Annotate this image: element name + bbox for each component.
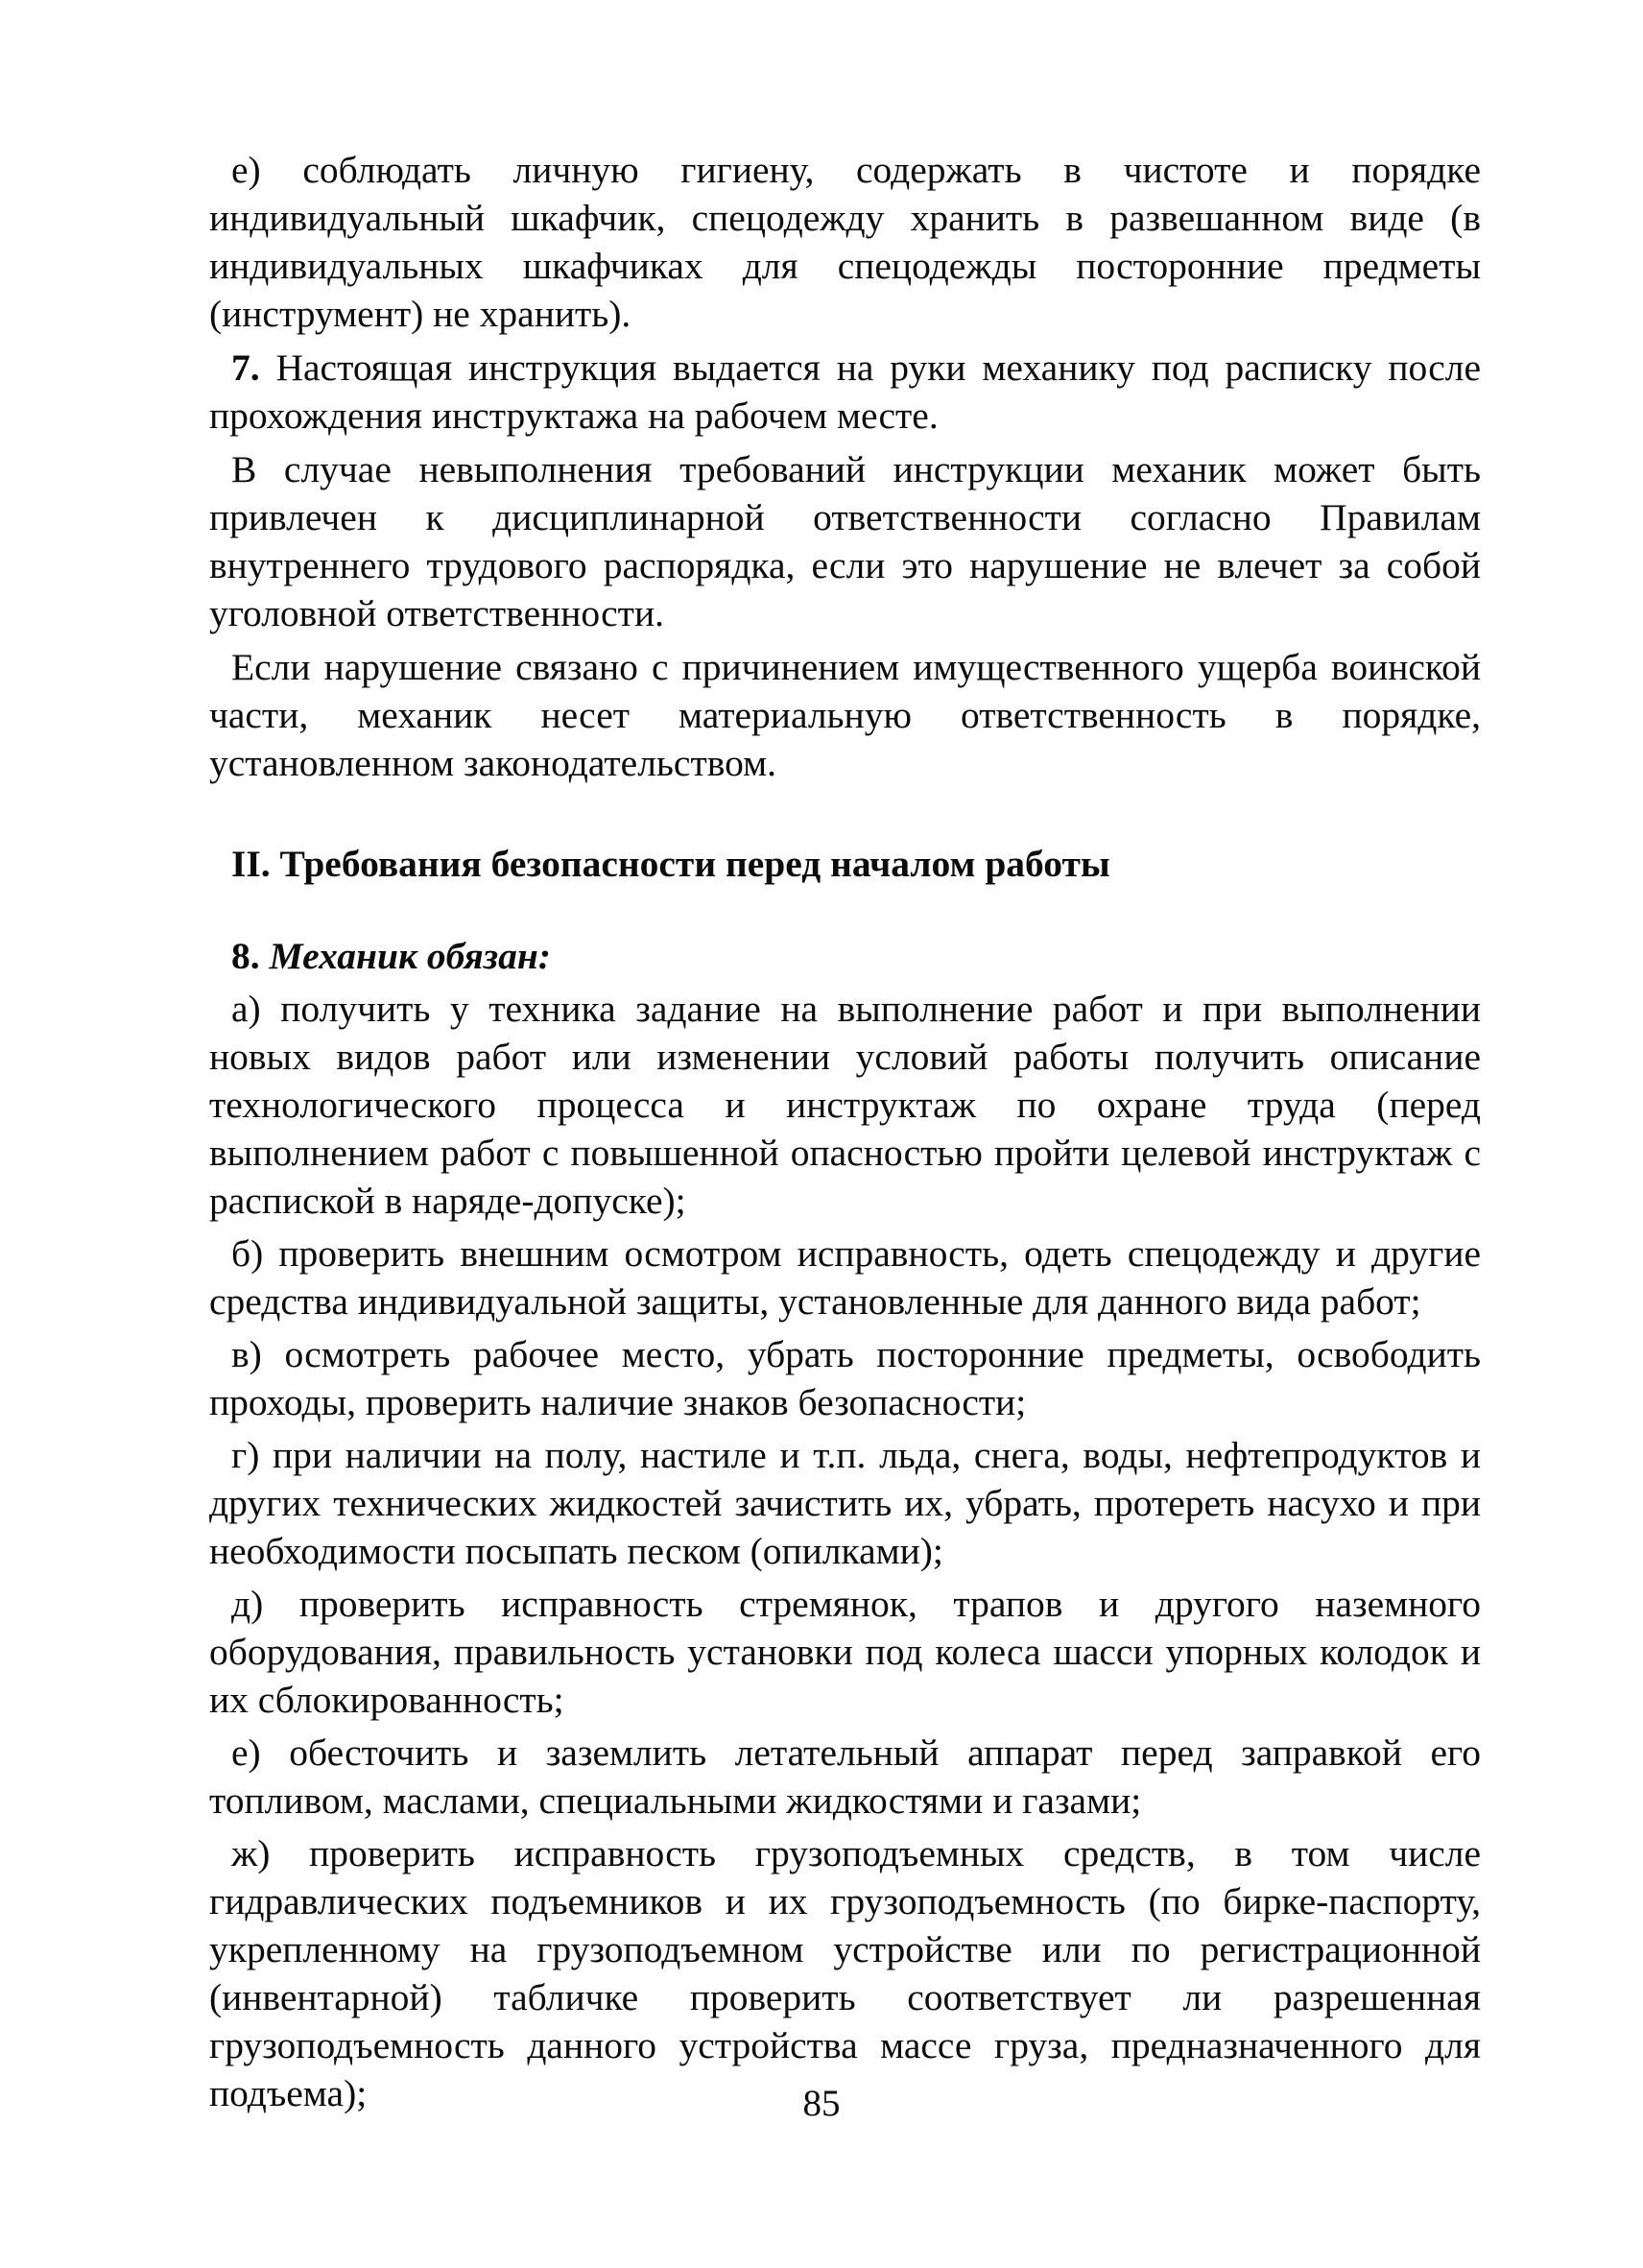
paragraph-material-liability: Если нарушение связано с причинением имущественного ущерба воинской части, механик несет материальную ответственность в порядке, установленном законодательством. — [209, 646, 1481, 784]
list-item-zh: ж) проверить исправность грузоподъемных средств, в том числе гидравлических подъемников и их грузоподъемность (по бирке-паспорту, укрепленному на грузоподъемном устройстве или по регистрационной (инвентарной) табличке проверить соответствует ли разрешенная грузоподъемность данного устройства массе груза, предназначенного для подъема); — [209, 1832, 1481, 2114]
list-item-d: д) проверить исправность стремянок, трапов и другого наземного оборудования, правильность установки под колеса шасси упорных колодок и их сблокированность; — [209, 1583, 1481, 1721]
obligation-lead-text: Механик обязан: — [259, 935, 551, 977]
page-number: 85 — [802, 2083, 841, 2124]
body-text — [209, 146, 1481, 2117]
paragraph-disciplinary: В случае невыполнения требований инструкции механик может быть привлечен к дисциплинарной ответственности согласно Правилам внутреннего трудового распорядка, если это нарушение не влечет за собой уголовной ответственности. — [209, 448, 1481, 634]
paragraph-item-e-hygiene: е) соблюдать личную гигиену, содержать в чистоте и порядке индивидуальный шкафчик, спецодежду хранить в развешанном виде (в индивидуальных шкафчиках для спецодежды посторонние предметы (инструмент) не хранить). — [209, 149, 1481, 335]
paragraph-7-text: Настоящая инструкция выдается на руки механику под расписку после прохождения инструктажа на рабочем месте. — [209, 346, 1481, 437]
paragraph-7-number: 7. — [231, 346, 260, 389]
paragraph-7 — [209, 344, 1481, 440]
list-item-g: г) при наличии на полу, настиле и т.п. льда, снега, воды, нефтепродуктов и других технических жидкостей зачистить их, убрать, протереть насухо и при необходимости посыпать песком (опилками); — [209, 1434, 1481, 1572]
list-item-a: а) получить у техника задание на выполнение работ и при выполнении новых видов работ или изменении условий работы получить описание технологического процесса и инструктаж по охране труда (перед выполнением работ с повышенной опасностью пройти целевой инструктаж с распиской в наряде-допуске); — [209, 988, 1481, 1222]
list-item-e: е) обесточить и заземлить летательный аппарат перед заправкой его топливом, маслами, специальными жидкостями и газами; — [209, 1731, 1481, 1822]
obligation-number: 8. — [231, 935, 260, 977]
list-item-v: в) осмотреть рабочее место, убрать посторонние предметы, освободить проходы, проверить наличие знаков безопасности; — [209, 1333, 1481, 1423]
list-item-b: б) проверить внешним осмотром исправность, одеть спецодежду и другие средства индивидуальной защиты, установленные для данного вида работ; — [209, 1232, 1481, 1323]
section-heading: II. Требования безопасности перед началом работы — [231, 843, 1110, 885]
obligation-lead — [209, 932, 1481, 980]
